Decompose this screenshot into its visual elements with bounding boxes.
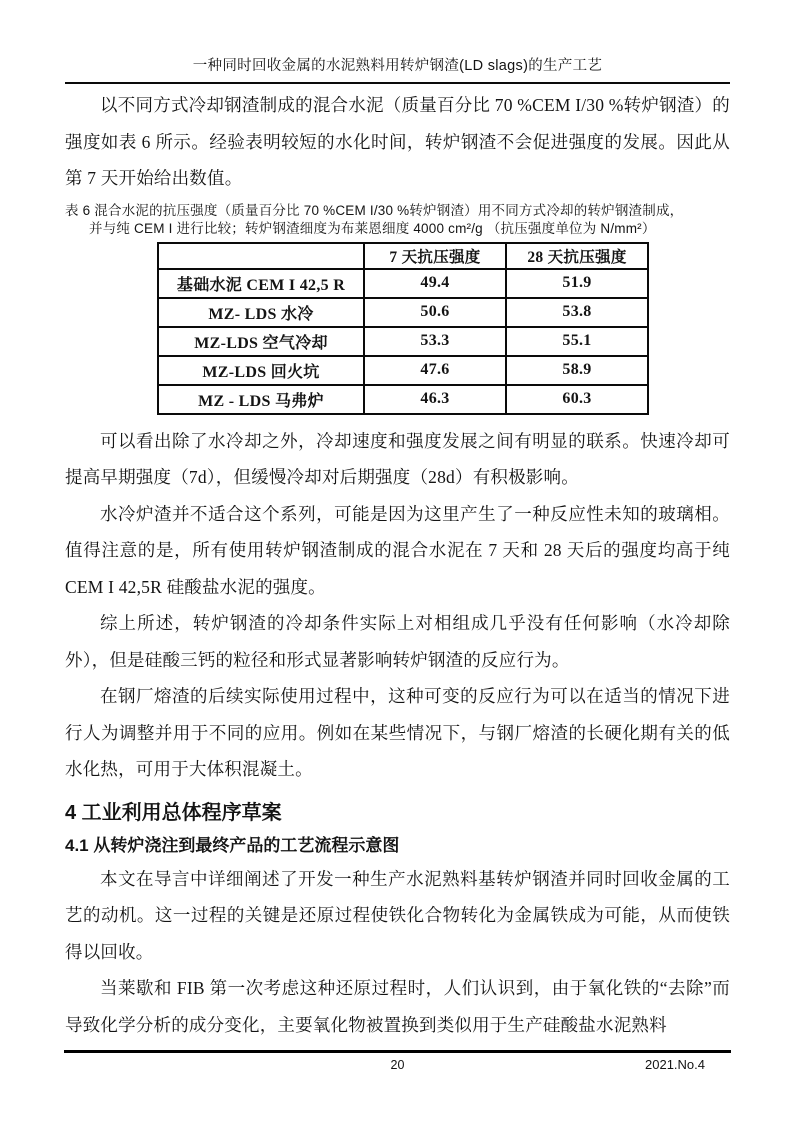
- paragraph-1: 以不同方式冷却钢渣制成的混合水泥（质量百分比 70 %CEM I/30 %转炉钢渣）的强度如表 6 所示。经验表明较短的水化时间，转炉钢渣不会促进强度的发展。因此从第 7 天开始给出数值。: [65, 95, 730, 188]
- value-7day: 46.3: [364, 385, 506, 414]
- table-row: [158, 298, 648, 327]
- row-label: MZ - LDS 马弗炉: [158, 385, 364, 414]
- paragraph-2: 可以看出除了水冷却之外，冷却速度和强度发展之间有明显的联系。快速冷却可提高早期强度（7d），但缓慢冷却对后期强度（28d）有积极影响。: [65, 430, 730, 487]
- page-footer: [64, 1050, 731, 1075]
- header-rule: [65, 82, 730, 84]
- table-row: [158, 327, 648, 356]
- section-heading-4: 4 工业利用总体程序草案: [65, 801, 282, 824]
- table-row-header: [158, 243, 648, 269]
- header-cell-empty: [158, 243, 364, 269]
- row-label: 基础水泥 CEM I 42,5 R: [158, 269, 364, 298]
- paragraph-3: 水冷炉渣并不适合这个系列，可能是因为这里产生了一种反应性未知的玻璃相。值得注意的是，所有使用转炉钢渣制成的混合水泥在 7 天和 28 天后的强度均高于纯 CEM I 42,5R 硅酸盐水泥的强度。: [65, 503, 730, 597]
- value-7day: 49.4: [364, 269, 506, 298]
- section-heading-4-1: 4.1 从转炉浇注到最终产品的工艺流程示意图: [65, 835, 400, 855]
- issue-label: 2021.No.4: [645, 1057, 705, 1072]
- paragraph-6: 本文在导言中详细阐述了开发一种生产水泥熟料基转炉钢渣并同时回收金属的工艺的动机。这一过程的关键是还原过程使铁化合物转化为金属铁成为可能，从而使铁得以回收。: [65, 868, 730, 962]
- row-label: MZ-LDS 空气冷却: [158, 327, 364, 356]
- value-28day: 58.9: [506, 356, 648, 385]
- paragraph-4: 综上所述，转炉钢渣的冷却条件实际上对相组成几乎没有任何影响（水冷却除外），但是硅酸三钙的粒径和形式显著影响转炉钢渣的反应行为。: [65, 613, 730, 670]
- table-row: [158, 385, 648, 414]
- paragraph-7: 当莱歇和 FIB 第一次考虑这种还原过程时，人们认识到，由于氧化铁的“去除”而导致化学分析的成分变化，主要氧化物被置换到类似用于生产硅酸盐水泥熟料: [65, 978, 730, 1035]
- value-7day: 47.6: [364, 356, 506, 385]
- header-cell-28day: 28 天抗压强度: [506, 243, 648, 269]
- page-number: 20: [390, 1058, 405, 1072]
- running-header-title: 一种同时回收金属的水泥熟料用转炉钢渣(LD slags)的生产工艺: [192, 58, 603, 74]
- table6-caption: [65, 202, 730, 238]
- table-row: [158, 269, 648, 298]
- paragraph-5: 在钢厂熔渣的后续实际使用过程中，这种可变的反应行为可以在适当的情况下进行人为调整并用于不同的应用。例如在某些情况下，与钢厂熔渣的长硬化期有关的低水化热，可用于大体积混凝土。: [65, 686, 730, 779]
- page-content: [65, 0, 730, 1043]
- table6-strength-table: [157, 242, 649, 415]
- header-cell-7day: 7 天抗压强度: [364, 243, 506, 269]
- table6-caption-line2: 并与纯 CEM I 进行比较；转炉钢渣细度为布莱恩细度 4000 cm²/g （抗压强度单位为 N/mm²）: [89, 220, 656, 236]
- table-row: [158, 356, 648, 385]
- row-label: MZ- LDS 水冷: [158, 298, 364, 327]
- value-7day: 50.6: [364, 298, 506, 327]
- value-28day: 60.3: [506, 385, 648, 414]
- footer-rule: [64, 1050, 731, 1053]
- table6-caption-line1: 表 6 混合水泥的抗压强度（质量百分比 70 %CEM I/30 %转炉钢渣）用不同方式冷却的转炉钢渣制成，: [65, 202, 684, 218]
- value-28day: 55.1: [506, 327, 648, 356]
- row-label: MZ-LDS 回火坑: [158, 356, 364, 385]
- value-28day: 53.8: [506, 298, 648, 327]
- value-28day: 51.9: [506, 269, 648, 298]
- footer-row: [64, 1057, 731, 1075]
- value-7day: 53.3: [364, 327, 506, 356]
